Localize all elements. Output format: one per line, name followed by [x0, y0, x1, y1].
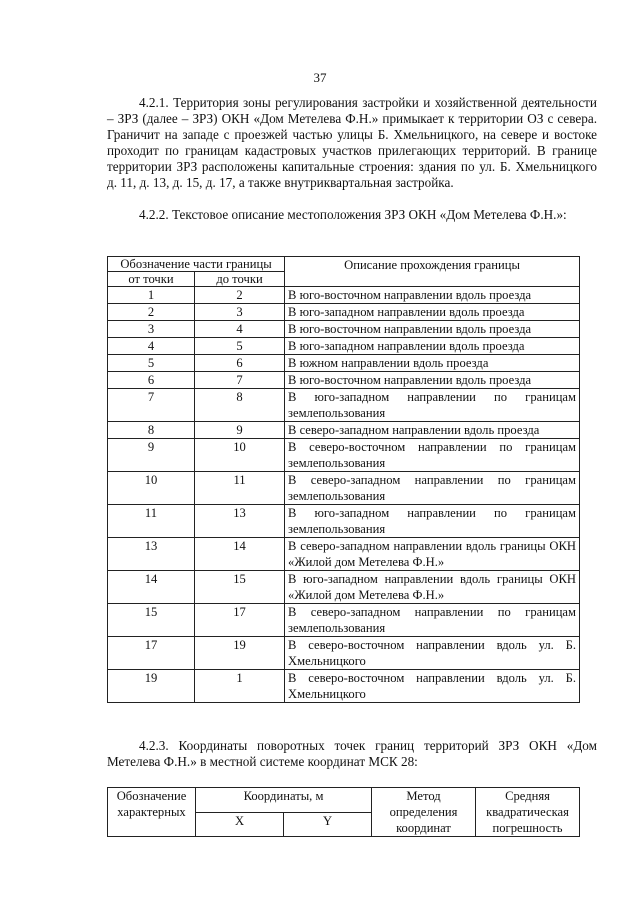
- from-point-cell: 4: [108, 338, 195, 355]
- table-row: [108, 389, 580, 422]
- header-coordinates: Координаты, м: [196, 788, 372, 813]
- header-y: Y: [284, 812, 372, 837]
- to-point-cell: 11: [195, 472, 285, 505]
- header-to-point: до точки: [195, 272, 285, 287]
- to-point-cell: 7: [195, 372, 285, 389]
- description-cell: В юго-восточном направлении вдоль проезда: [285, 287, 580, 304]
- table-row: [108, 604, 580, 637]
- page-number: 37: [313, 70, 327, 85]
- description-cell: В северо-восточном направлении по границам землепользования: [285, 439, 580, 472]
- from-point-cell: 2: [108, 304, 195, 321]
- from-point-cell: 9: [108, 439, 195, 472]
- description-cell: В юго-восточном направлении вдоль проезда: [285, 321, 580, 338]
- header-x: X: [196, 812, 284, 837]
- paragraph-4-2-3: [107, 738, 597, 770]
- to-point-cell: 3: [195, 304, 285, 321]
- header-error-line1: Средняя: [505, 789, 550, 803]
- to-point-cell: 4: [195, 321, 285, 338]
- to-point-cell: 6: [195, 355, 285, 372]
- paragraph-4-2-1-text: 4.2.1. Территория зоны регулирования застройки и хозяйственной деятельности – ЗРЗ (далее – ЗРЗ) ОКН «Дом Метелева Ф.Н.» примыкает к территории ОЗ с севера. Граничит на западе с проезжей частью улицы Б. Хмельницкого, на севере и востоке проходит по границам кадастровых участков прилегающих территорий. В границе территории ЗРЗ расположены капитальные строения: здания по ул. Б. Хмельницкого д. 11, д. 13, д. 15, д. 17, а также внутриквартальная застройка.: [107, 95, 597, 190]
- description-cell: В северо-западном направлении по границам землепользования: [285, 472, 580, 505]
- from-point-cell: 3: [108, 321, 195, 338]
- to-point-cell: 2: [195, 287, 285, 304]
- table-row: [108, 304, 580, 321]
- description-cell: В юго-западном направлении вдоль проезда: [285, 304, 580, 321]
- to-point-cell: 10: [195, 439, 285, 472]
- table-row: [108, 538, 580, 571]
- description-cell: В юго-западном направлении по границам землепользования: [285, 389, 580, 422]
- header-description: Описание прохождения границы: [285, 257, 580, 287]
- paragraph-4-2-1: [107, 95, 597, 191]
- coordinates-table: [107, 787, 580, 837]
- from-point-cell: 6: [108, 372, 195, 389]
- header-designation-line1: Обозначение: [116, 789, 187, 803]
- description-cell: В северо-восточном направлении вдоль ул. Б. Хмельницкого: [285, 670, 580, 703]
- table-row: [108, 321, 580, 338]
- paragraph-4-2-2: [107, 207, 597, 223]
- to-point-cell: 1: [195, 670, 285, 703]
- header-error: [476, 788, 580, 837]
- table-row: [108, 571, 580, 604]
- to-point-cell: 19: [195, 637, 285, 670]
- table-row: [108, 670, 580, 703]
- header-from-point: от точки: [108, 272, 195, 287]
- table-row: [108, 505, 580, 538]
- table-row: [108, 472, 580, 505]
- to-point-cell: 13: [195, 505, 285, 538]
- to-point-cell: 5: [195, 338, 285, 355]
- paragraph-4-2-2-text: 4.2.2. Текстовое описание местоположения ЗРЗ ОКН «Дом Метелева Ф.Н.»:: [139, 207, 567, 222]
- table-row: [108, 372, 580, 389]
- from-point-cell: 14: [108, 571, 195, 604]
- border-description-table: [107, 256, 580, 703]
- description-cell: В северо-западном направлении по границам землепользования: [285, 604, 580, 637]
- from-point-cell: 10: [108, 472, 195, 505]
- table-row: [108, 338, 580, 355]
- to-point-cell: 17: [195, 604, 285, 637]
- header-error-line2: квадратическая: [486, 805, 569, 819]
- from-point-cell: 5: [108, 355, 195, 372]
- table-row: [108, 637, 580, 670]
- description-cell: В юго-восточном направлении вдоль проезда: [285, 372, 580, 389]
- from-point-cell: 15: [108, 604, 195, 637]
- from-point-cell: 7: [108, 389, 195, 422]
- header-error-line3: погрешность: [492, 821, 563, 835]
- description-cell: В южном направлении вдоль проезда: [285, 355, 580, 372]
- to-point-cell: 9: [195, 422, 285, 439]
- header-method-line1: Метод: [406, 789, 441, 803]
- to-point-cell: 15: [195, 571, 285, 604]
- description-cell: В юго-западном направлении вдоль проезда: [285, 338, 580, 355]
- table-row: [108, 287, 580, 304]
- to-point-cell: 8: [195, 389, 285, 422]
- header-border-part: Обозначение части границы: [108, 257, 285, 272]
- paragraph-4-2-3-text: 4.2.3. Координаты поворотных точек границ территорий ЗРЗ ОКН «Дом Метелева Ф.Н.» в местной системе координат МСК 28:: [107, 738, 597, 769]
- header-method-line3: координат: [396, 821, 451, 835]
- header-method-line2: определения: [389, 805, 458, 819]
- description-cell: В северо-восточном направлении вдоль ул. Б. Хмельницкого: [285, 637, 580, 670]
- from-point-cell: 19: [108, 670, 195, 703]
- description-cell: В юго-западном направлении по границам землепользования: [285, 505, 580, 538]
- description-cell: В северо-западном направлении вдоль проезда: [285, 422, 580, 439]
- from-point-cell: 8: [108, 422, 195, 439]
- to-point-cell: 14: [195, 538, 285, 571]
- header-method: [372, 788, 476, 837]
- from-point-cell: 11: [108, 505, 195, 538]
- from-point-cell: 13: [108, 538, 195, 571]
- description-cell: В северо-западном направлении вдоль границы ОКН «Жилой дом Метелева Ф.Н.»: [285, 538, 580, 571]
- description-cell: В юго-западном направлении вдоль границы ОКН «Жилой дом Метелева Ф.Н.»: [285, 571, 580, 604]
- table-row: [108, 422, 580, 439]
- header-designation: [108, 788, 196, 837]
- table-row: [108, 439, 580, 472]
- from-point-cell: 17: [108, 637, 195, 670]
- from-point-cell: 1: [108, 287, 195, 304]
- table-row: [108, 355, 580, 372]
- header-designation-line2: характерных: [117, 805, 186, 819]
